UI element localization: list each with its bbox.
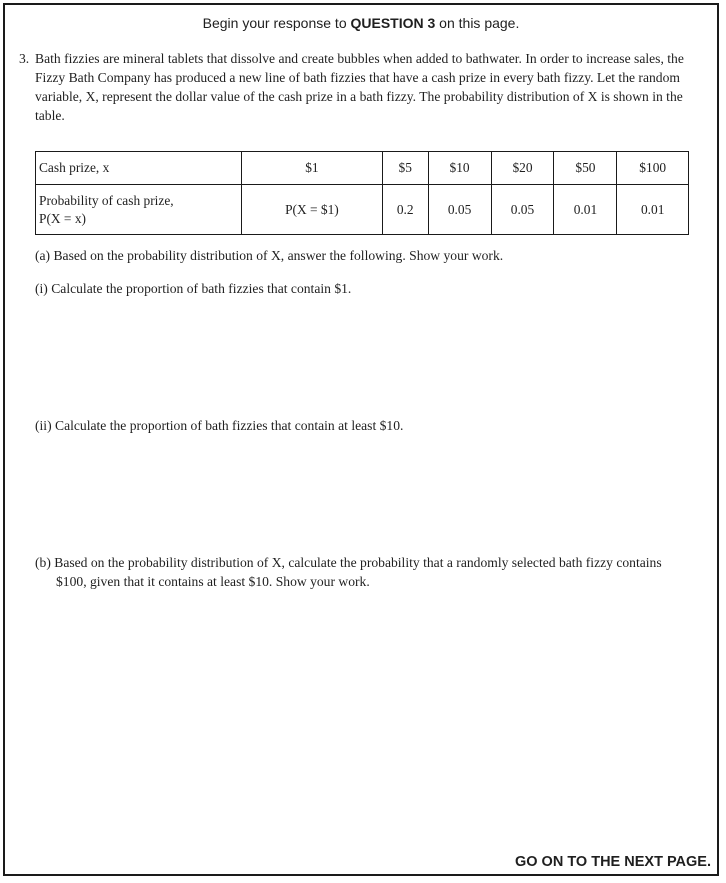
probability-cell: 0.01 [617, 185, 689, 235]
probability-cell: 0.05 [428, 185, 491, 235]
probability-distribution-table [35, 151, 689, 235]
prize-cell: $10 [428, 152, 491, 185]
header-suffix: on this page. [435, 15, 520, 31]
row-label-cash-prize: Cash prize, x [36, 152, 242, 185]
part-a-ii-text: (ii) Calculate the proportion of bath fizzies that contain at least $10. [35, 418, 404, 433]
question-text: Bath fizzies are mineral tablets that dissolve and create bubbles when added to bathwater. In order to increase sales, the Fizzy Bath Company has produced a new line of bath fizzies that have a cash prize in every bath fizzy. Let the random variable, X, represent the dollar value of the cash prize in a bath fizzy. The probability distribution of X is shown in the table. [35, 51, 684, 123]
table-row [36, 185, 689, 235]
part-a-i-text: (i) Calculate the proportion of bath fizzies that contain $1. [35, 281, 352, 296]
probability-cell: P(X = $1) [242, 185, 383, 235]
prize-cell: $1 [242, 152, 383, 185]
probability-cell: 0.01 [554, 185, 617, 235]
row-label-line: P(X = x) [39, 210, 86, 226]
go-on-footer: GO ON TO THE NEXT PAGE. [514, 854, 711, 870]
exam-page [3, 3, 719, 876]
prize-cell: $50 [554, 152, 617, 185]
table-row [36, 152, 689, 185]
prize-cell: $20 [491, 152, 554, 185]
row-label-probability [36, 185, 242, 235]
page-header [5, 15, 717, 31]
part-b-text: (b) Based on the probability distribution of X, calculate the probability that a randomly selected bath fizzy contains $100, given that it contains at least $10. Show your work. [35, 555, 662, 589]
probability-cell: 0.05 [491, 185, 554, 235]
prize-cell: $5 [382, 152, 428, 185]
row-label-line: Probability of cash prize, [39, 192, 174, 208]
header-question: QUESTION 3 [350, 15, 436, 31]
header-prefix: Begin your response to [202, 15, 351, 31]
prize-cell: $100 [617, 152, 689, 185]
probability-cell: 0.2 [382, 185, 428, 235]
question-number: 3. [19, 51, 30, 66]
part-a-text: (a) Based on the probability distribution of X, answer the following. Show your work. [35, 248, 504, 263]
